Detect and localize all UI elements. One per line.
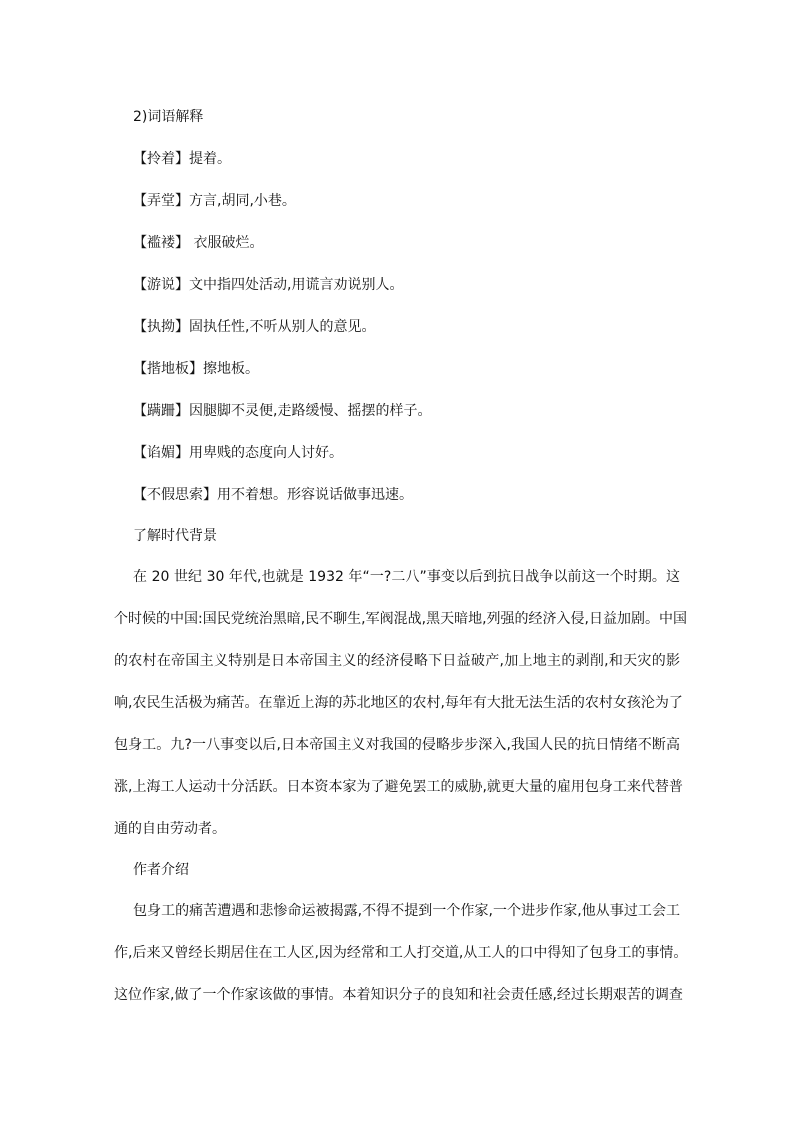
author-heading: 作者介绍 <box>133 862 189 878</box>
vocab-entry: 【蹒跚】因腿脚不灵便,走路缓慢、摇摆的样子。 <box>133 403 432 419</box>
background-heading: 了解时代背景 <box>133 528 217 544</box>
background-line: 在 20 世纪 30 年代,也就是 1932 年“一?二八”事变以后到抗日战争以前这一个时期。这 <box>133 569 680 585</box>
background-line: 响,农民生活极为痛苦。在靠近上海的苏北地区的农村,每年有大批无法生活的农村女孩沦为了 <box>114 695 683 711</box>
vocab-entry: 【游说】文中指四处活动,用谎言劝说别人。 <box>133 277 404 293</box>
background-line: 的农村在帝国主义特别是日本帝国主义的经济侵略下日益破产,加上地主的剥削,和天灾的影 <box>114 653 680 669</box>
vocab-entry: 【褴褛】 衣服破烂。 <box>133 235 264 251</box>
vocab-entry: 【谄媚】用卑贱的态度向人讨好。 <box>133 445 343 461</box>
background-line: 涨,上海工人运动十分活跃。日本资本家为了避免罢工的威胁,就更大量的雇用包身工来代替普 <box>114 779 683 795</box>
vocab-entry: 【拎着】提着。 <box>133 151 231 167</box>
background-line: 通的自由劳动者。 <box>114 821 226 837</box>
vocab-entry: 【不假思索】用不着想。形容说话做事迅速。 <box>133 487 413 503</box>
vocab-entry: 【揩地板】擦地板。 <box>133 361 259 377</box>
author-line: 这位作家,做了一个作家该做的事情。本着知识分子的良知和社会责任感,经过长期艰苦的调查 <box>114 987 683 1003</box>
vocab-heading: 2)词语解释 <box>133 109 204 125</box>
vocab-entry: 【弄堂】方言,胡同,小巷。 <box>133 193 296 209</box>
author-line: 作,后来又曾经长期居住在工人区,因为经常和工人打交道,从工人的口中得知了包身工的事情。 <box>114 945 688 961</box>
background-line: 个时候的中国:国民党统治黑暗,民不聊生,军阀混战,黑天暗地,列强的经济入侵,日益加剧。中国 <box>114 611 687 627</box>
author-line: 包身工的痛苦遭遇和悲惨命运被揭露,不得不提到一个作家,一个进步作家,他从事过工会工 <box>133 903 680 919</box>
background-line: 包身工。九?一八事变以后,日本帝国主义对我国的侵略步步深入,我国人民的抗日情绪不断高 <box>114 737 680 753</box>
vocab-entry: 【执拗】固执任性,不听从别人的意见。 <box>133 319 376 335</box>
